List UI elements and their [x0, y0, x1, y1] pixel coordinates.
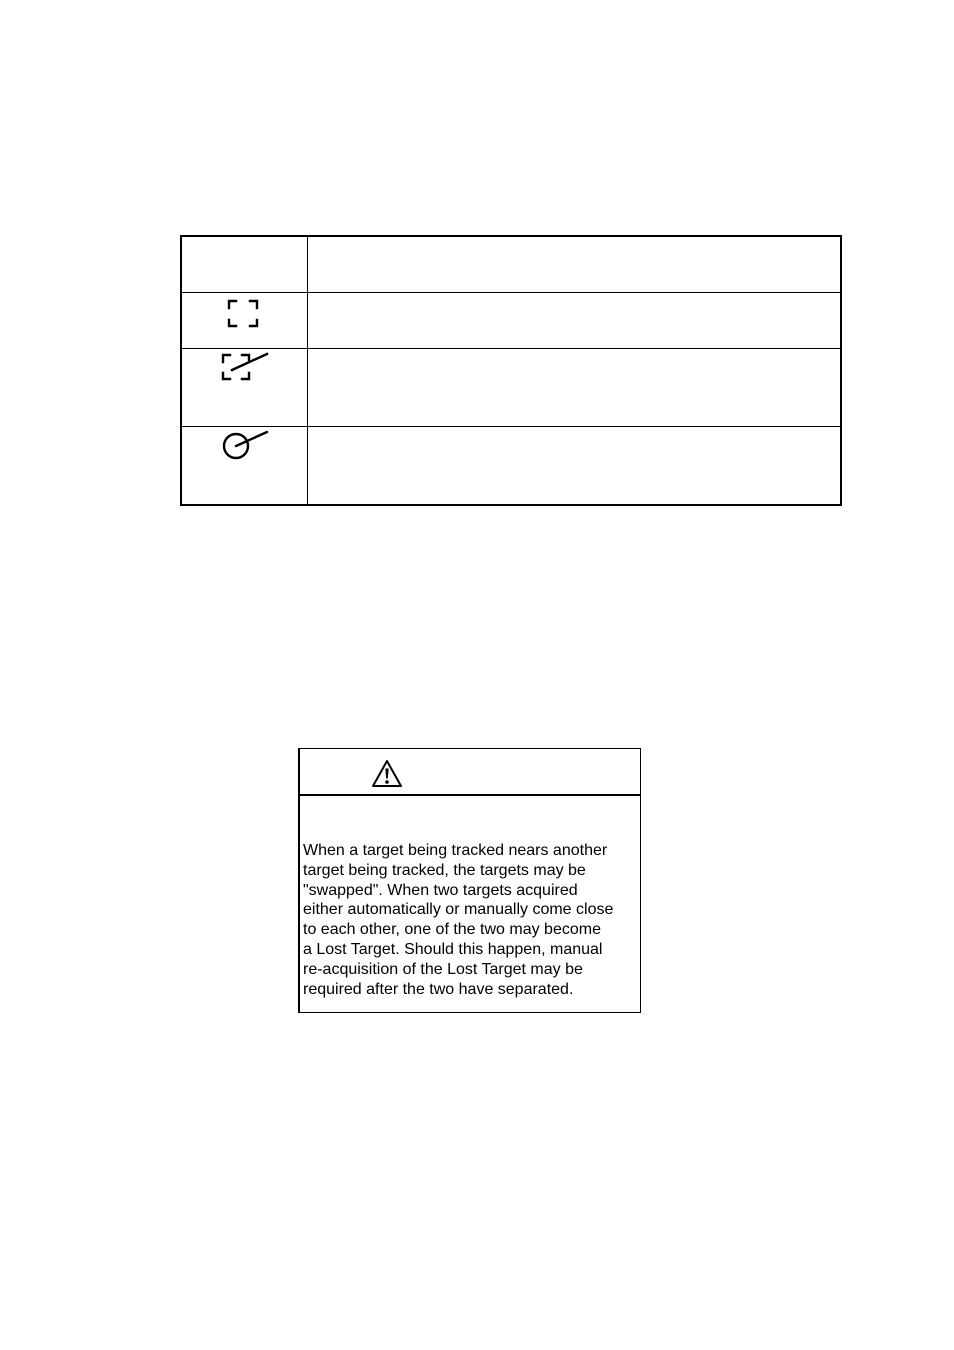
- table-row: [182, 293, 840, 349]
- warning-body-text: When a target being tracked nears another target being tracked, the targets may be "swapped". When two targets acquired either automatically or manually come close to each other, one of the two may become a Lost Target. Should this happen, manual re-acquisition of the Lost Target may be required after the two have separated.: [303, 842, 614, 998]
- warning-header: [300, 749, 640, 796]
- symbol-cell: [182, 293, 307, 348]
- warning-box: [298, 748, 641, 1013]
- header-description-cell: [308, 237, 840, 292]
- table-row: [182, 349, 840, 427]
- symbol-cell: [182, 349, 307, 426]
- description-cell: [308, 427, 840, 504]
- warning-triangle-icon: [370, 758, 404, 789]
- description-cell: [308, 293, 840, 348]
- header-symbol-cell: [182, 237, 307, 292]
- table-row: [182, 427, 840, 504]
- dashed-square-icon: [224, 296, 264, 336]
- description-cell: [308, 349, 840, 426]
- dashed-square-vector-icon: [218, 350, 278, 390]
- circle-vector-icon: [218, 428, 278, 468]
- table-header-row: [182, 237, 840, 293]
- symbol-table: [180, 235, 842, 506]
- symbol-cell: [182, 427, 307, 504]
